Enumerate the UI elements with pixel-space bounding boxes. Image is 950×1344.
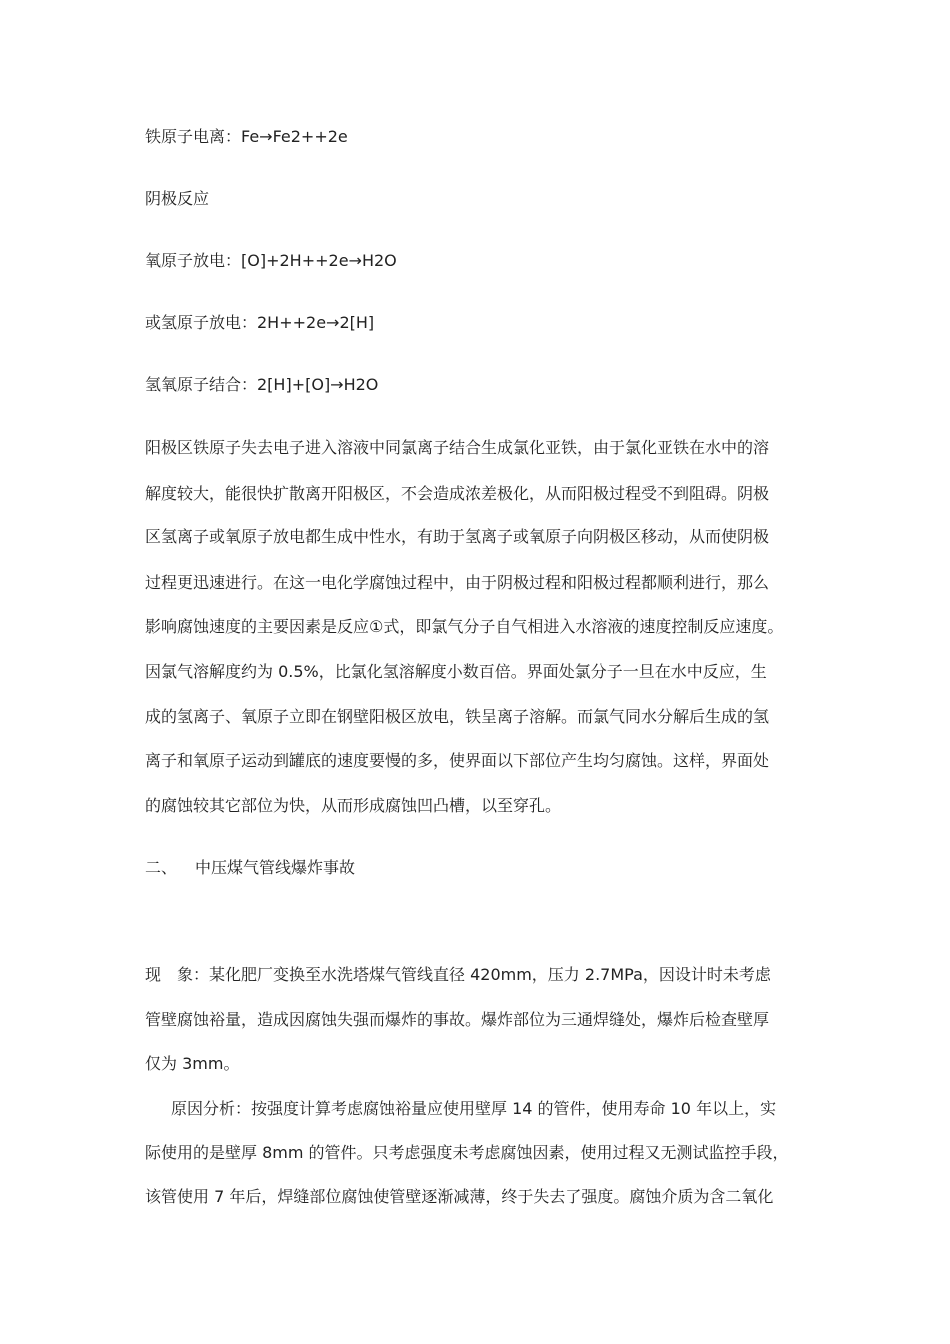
paragraph-line: 管壁腐蚀裕量，造成因腐蚀失强而爆炸的事故。爆炸部位为三通焊缝处，爆炸后检查壁厚 <box>145 1010 770 1029</box>
paragraph-line: 仅为 3mm。 <box>145 1054 240 1073</box>
paragraph-line: 因氯气溶解度约为 0.5%，比氯化氢溶解度小数百倍。界面处氯分子一旦在水中反应，生 <box>145 662 767 681</box>
section-heading <box>145 857 355 879</box>
paragraph-line: 过程更迅速进行。在这一电化学腐蚀过程中，由于阴极过程和阳极过程都顺利进行，那么 <box>145 573 770 592</box>
paragraph-line: 成的氢离子、氧原子立即在钢壁阳极区放电，铁呈离子溶解。而氯气同水分解后生成的氢 <box>145 707 770 726</box>
paragraph-line: 的腐蚀较其它部位为快，从而形成腐蚀凹凸槽，以至穿孔。 <box>145 796 562 815</box>
paragraph-line: 阳极区铁原子失去电子进入溶液中同氯离子结合生成氯化亚铁，由于氯化亚铁在水中的溶 <box>145 438 770 457</box>
paragraph-line: 解度较大，能很快扩散离开阳极区，不会造成浓差极化，从而阳极过程受不到阻碍。阴极 <box>145 484 770 503</box>
reaction-hydrogen-discharge: 或氢原子放电：2H++2e→2[H] <box>145 313 375 332</box>
reaction-iron-ionization: 铁原子电离：Fe→Fe2++2e <box>145 127 348 146</box>
paragraph-line: 该管使用 7 年后，焊缝部位腐蚀使管壁逐渐减薄，终于失去了强度。腐蚀介质为含二氧化 <box>145 1187 774 1206</box>
section-number: 二、 <box>145 858 178 877</box>
paragraph-line: 际使用的是壁厚 8mm 的管件。只考虑强度未考虑腐蚀因素，使用过程又无测试监控手段， <box>145 1143 789 1162</box>
paragraph-line: 影响腐蚀速度的主要因素是反应①式，即氯气分子自气相进入水溶液的速度控制反应速度。 <box>145 617 784 636</box>
reaction-oxygen-discharge: 氧原子放电：[O]+2H++2e→H2O <box>145 251 397 270</box>
paragraph-line: 现 象：某化肥厂变换至水洗塔煤气管线直径 420mm，压力 2.7MPa，因设计时未考虑 <box>145 965 771 984</box>
paragraph-line: 离子和氧原子运动到罐底的速度要慢的多，使界面以下部位产生均匀腐蚀。这样，界面处 <box>145 751 770 770</box>
cathode-reaction-heading: 阴极反应 <box>145 189 210 208</box>
paragraph-line: 区氢离子或氧原子放电都生成中性水，有助于氢离子或氧原子向阴极区移动，从而使阴极 <box>145 527 770 546</box>
paragraph-line: 原因分析：按强度计算考虑腐蚀裕量应使用壁厚 14 的管件，使用寿命 10 年以上，实 <box>171 1099 777 1118</box>
reaction-hydrogen-oxygen-combine: 氢氧原子结合：2[H]+[O]→H2O <box>145 375 379 394</box>
section-title: 中压煤气管线爆炸事故 <box>195 858 356 877</box>
